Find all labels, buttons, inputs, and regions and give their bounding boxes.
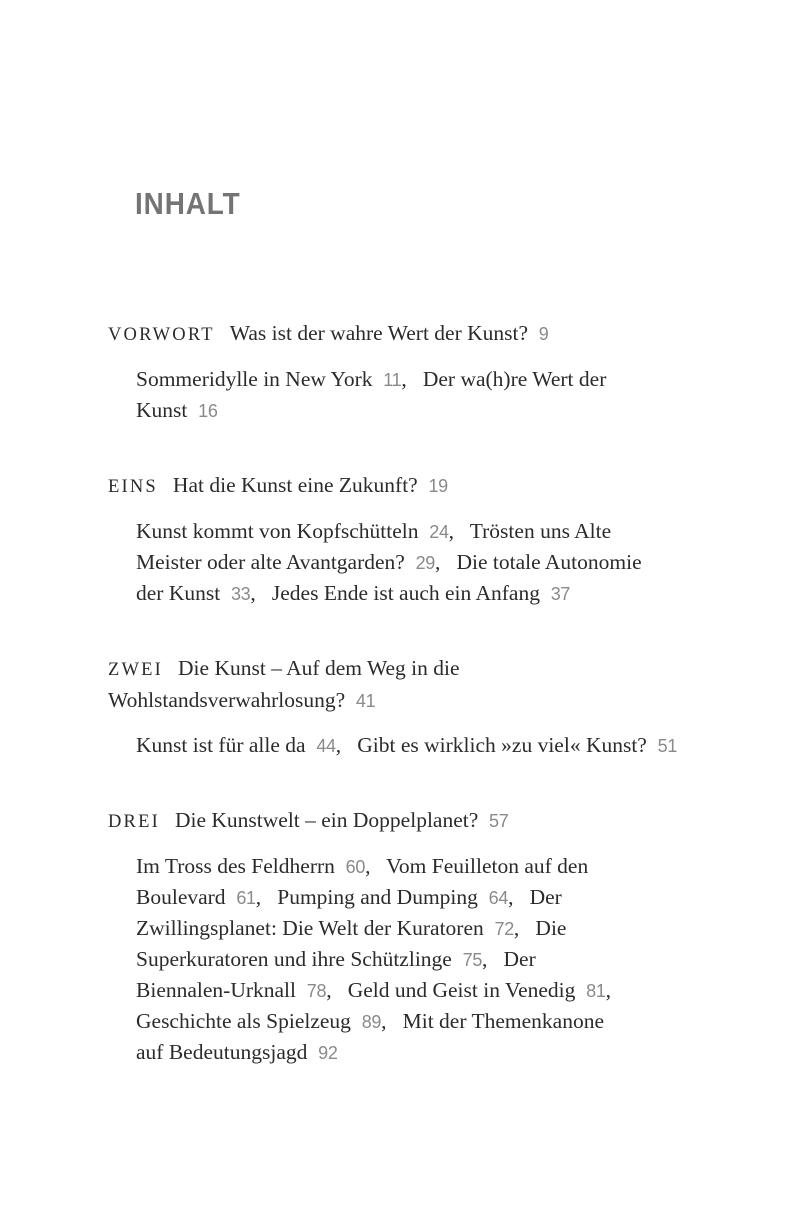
heading-line: EINS Hat die Kunst eine Zukunft? 19 [108, 473, 448, 497]
toc-section-heading [108, 653, 731, 716]
page-number: 33 [230, 584, 251, 604]
toc-section-label: ZWEI [108, 660, 164, 680]
page-number: 60 [345, 857, 366, 877]
page-number: 89 [361, 1012, 382, 1032]
page-number: 16 [198, 401, 218, 421]
page-number: 24 [429, 522, 449, 542]
page-number: 9 [538, 324, 549, 344]
body-line: Im Tross des Feldherrn 60, Vom Feuilleton auf den [136, 854, 589, 878]
body-line: auf Bedeutungsjagd 92 [136, 1040, 338, 1064]
page-number: 41 [355, 691, 376, 711]
body-line: der Kunst 33, Jedes Ende ist auch ein Anfang 37 [136, 581, 571, 605]
toc-section [108, 653, 731, 761]
page-number: 92 [318, 1043, 338, 1063]
page-number: 11 [383, 370, 402, 390]
page-number: 75 [462, 950, 483, 970]
toc-section-heading [108, 805, 731, 837]
toc-section [108, 805, 731, 1068]
toc-section-body [136, 516, 731, 609]
page-number: 51 [657, 736, 678, 756]
body-line: Kunst ist für alle da 44, Gibt es wirklich »zu viel« Kunst? 51 [136, 733, 678, 757]
body-line: Geschichte als Spielzeug 89, Mit der Themenkanone [136, 1009, 605, 1033]
toc-section-label: DREI [108, 812, 160, 832]
page-number: 72 [494, 919, 514, 939]
page-number: 81 [586, 981, 606, 1001]
page-title: INHALT [135, 186, 241, 221]
page-number: 44 [316, 736, 336, 756]
body-line: Kunst kommt von Kopfschütteln 24, Trösten uns Alte [136, 519, 612, 543]
page-number: 78 [306, 981, 327, 1001]
page-number: 64 [488, 888, 509, 908]
toc-section [108, 318, 731, 426]
toc-section-body [136, 851, 731, 1068]
heading-line: ZWEI Die Kunst – Auf dem Weg in die [108, 656, 460, 680]
page-number: 37 [550, 584, 571, 604]
body-line: Biennalen-Urknall 78, Geld und Geist in Venedig 81, [136, 978, 611, 1002]
toc-section-body [136, 364, 731, 426]
page-number: 57 [489, 811, 509, 831]
body-line: Superkuratoren und ihre Schützlinge 75, Der [136, 947, 536, 971]
body-line: Zwillingsplanet: Die Welt der Kuratoren 72, Die [136, 916, 567, 940]
toc-section-body [136, 730, 731, 761]
toc-section [108, 470, 731, 609]
body-line: Kunst 16 [136, 398, 218, 422]
page-number: 19 [428, 476, 448, 496]
heading-line: Wohlstandsverwahrlosung? 41 [108, 688, 376, 712]
body-line: Sommeridylle in New York 11, Der wa(h)re Wert der [136, 367, 607, 391]
page-number: 61 [236, 888, 256, 908]
toc-section-heading [108, 318, 731, 350]
toc-section-label: EINS [108, 477, 158, 497]
table-of-contents [108, 318, 731, 1068]
body-line: Meister oder alte Avantgarden? 29, Die totale Autonomie [136, 550, 642, 574]
toc-section-label: VORWORT [108, 325, 215, 345]
heading-line: DREI Die Kunstwelt – ein Doppelplanet? 57 [108, 808, 509, 832]
toc-section-heading [108, 470, 731, 502]
body-line: Boulevard 61, Pumping and Dumping 64, Der [136, 885, 562, 909]
heading-line: VORWORT Was ist der wahre Wert der Kunst? 9 [108, 321, 549, 345]
page-number: 29 [415, 553, 436, 573]
